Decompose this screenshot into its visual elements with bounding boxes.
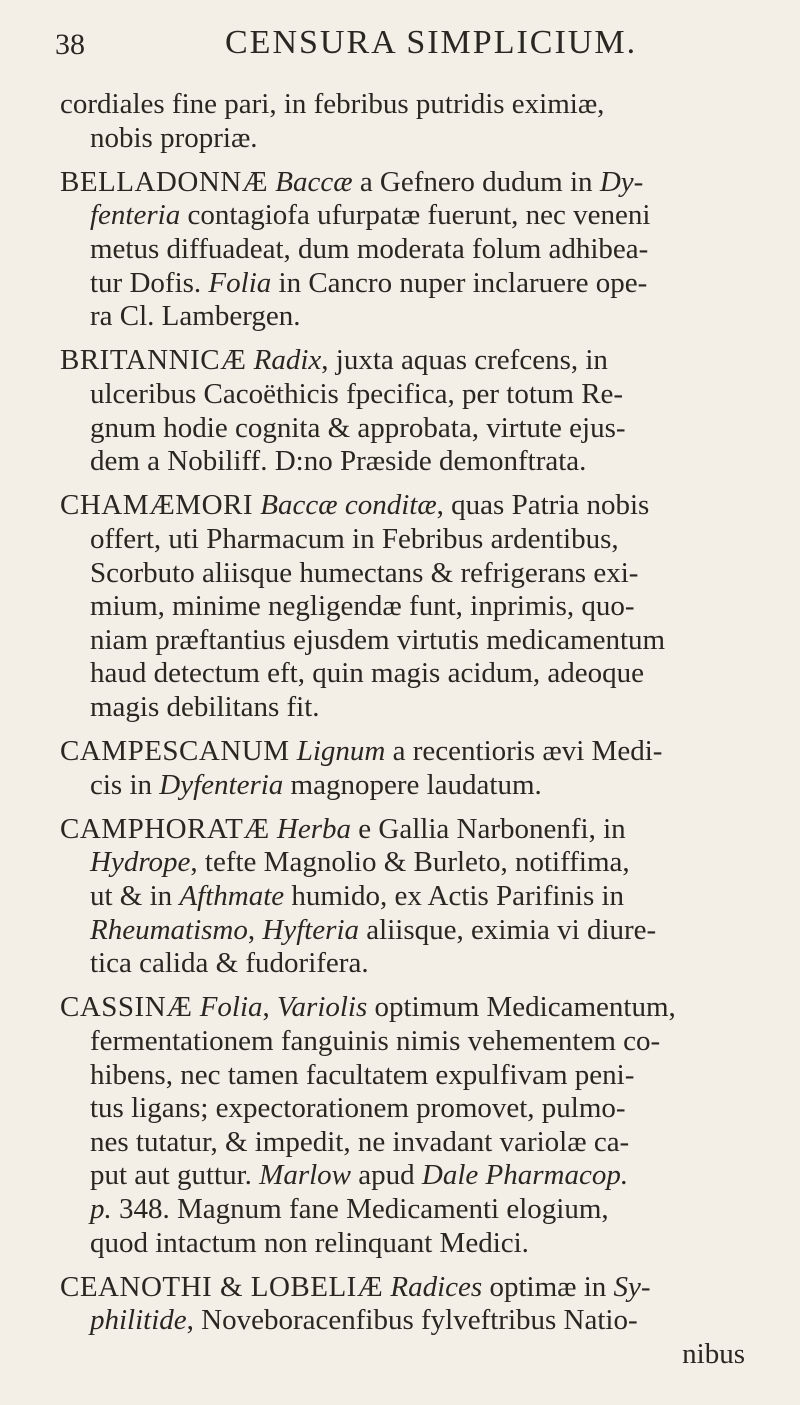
text-run: a Gefnero dudum in [352, 165, 600, 198]
italic-text: Dale Pharmacop. [421, 1159, 629, 1192]
text-run: ut & in [90, 880, 180, 913]
italic-text: Baccæ [275, 165, 353, 198]
text-run: a recentioris ævi Medi- [385, 735, 663, 768]
text-run: , quas Patria nobis [436, 489, 650, 522]
text-line [60, 445, 745, 479]
text-run: , [262, 991, 278, 1024]
text-run: quod intactum non relinquant Medici. [90, 1226, 529, 1259]
italic-text: Radix [253, 344, 322, 377]
italic-text: Sy- [613, 1270, 651, 1303]
text-line [60, 1126, 745, 1160]
text-line [60, 489, 745, 523]
text-run: ulceribus Cacoëthicis fpecifica, per totum Re- [90, 377, 624, 410]
text-line [60, 991, 745, 1025]
text-run: nobis propriæ. [90, 121, 258, 154]
italic-text: Lignum [296, 735, 386, 768]
entry-term: BELLADONNÆ [60, 165, 268, 198]
text-run: contagiofa ufurpatæ fuerunt, nec veneni [180, 199, 651, 232]
entry-term: CHAMÆMORI [60, 489, 254, 522]
text-run: niam præftantius ejusdem virtutis medicamentum [90, 623, 666, 656]
text-line [60, 344, 745, 378]
text-run: ra Cl. Lambergen. [90, 300, 301, 333]
glossary-entry [60, 813, 745, 981]
text-line [60, 1059, 745, 1093]
text-line [60, 880, 745, 914]
text-line [60, 88, 745, 122]
italic-text: Baccæ conditæ [260, 489, 437, 522]
text-line [60, 947, 745, 981]
italic-text: p. [90, 1192, 112, 1225]
text-line [60, 735, 745, 769]
text-run [192, 991, 199, 1023]
text-run: optimæ in [482, 1270, 614, 1303]
text-run: nibus [682, 1337, 745, 1370]
text-run: magis debilitans fit. [90, 690, 320, 723]
italic-text: philitide [90, 1304, 187, 1337]
text-run [290, 735, 297, 767]
text-line [60, 122, 745, 156]
text-line [60, 1159, 745, 1193]
italic-text: fenteria [90, 199, 181, 232]
text-run [270, 813, 277, 845]
glossary-entry [60, 344, 745, 478]
glossary-entry [60, 489, 745, 724]
text-run: offert, uti Pharmacum in Febribus ardentibus, [90, 522, 619, 555]
text-line [60, 557, 745, 591]
glossary-entry [60, 166, 745, 334]
text-run: tur Dofis. [90, 266, 209, 299]
text-line [60, 769, 745, 803]
body-text [60, 88, 745, 1382]
italic-text: Variolis [277, 991, 368, 1024]
text-line [60, 300, 745, 334]
glossary-entry [60, 1271, 745, 1372]
text-line [60, 1304, 745, 1338]
running-title: CENSURA SIMPLICIUM. [225, 24, 638, 61]
text-line [60, 657, 745, 691]
text-line [60, 590, 745, 624]
text-run: magnopere laudatum. [283, 768, 542, 801]
text-line [60, 1338, 745, 1372]
italic-text: Rheumatismo [90, 913, 248, 946]
text-run: nes tutatur, & impedit, ne invadant variolæ ca- [90, 1125, 630, 1158]
text-line [60, 1271, 745, 1305]
entry-term: CASSINÆ [60, 991, 193, 1024]
text-line [60, 624, 745, 658]
text-line [60, 412, 745, 446]
text-run: metus diffuadeat, dum moderata folum adhibea- [90, 232, 649, 265]
text-run: put aut guttur. [90, 1159, 260, 1192]
text-run: , Noveboracenfibus fylveftribus Natio- [186, 1304, 638, 1337]
italic-text: Dyfenteria [159, 768, 284, 801]
text-run: tus ligans; expectorationem promovet, pulmo- [90, 1092, 626, 1125]
italic-text: Folia [199, 991, 263, 1024]
text-run: aliisque, eximia vi diure- [359, 913, 657, 946]
text-line [60, 378, 745, 412]
text-run: gnum hodie cognita & approbata, virtute ejus- [90, 411, 626, 444]
italic-text: Dy- [599, 165, 644, 198]
text-run: , [247, 913, 263, 946]
text-line [60, 914, 745, 948]
text-run: , juxta aquas crefcens, in [321, 344, 608, 377]
text-run [246, 344, 253, 376]
glossary-entry [60, 735, 745, 802]
text-run: cordiales fine pari, in febribus putridis eximiæ, [60, 88, 605, 120]
italic-text: Hydrope [90, 846, 191, 879]
text-run: fermentationem fanguinis nimis vehementem co- [90, 1025, 661, 1057]
text-line [60, 267, 745, 301]
text-line [60, 846, 745, 880]
text-line [60, 1025, 745, 1059]
italic-text: Marlow [259, 1159, 352, 1192]
text-run: , tefte Magnolio & Burleto, notiffima, [190, 846, 630, 879]
text-run: mium, minime negligendæ funt, inprimis, quo- [90, 590, 635, 623]
text-run: e Gallia Narbonenfi, in [351, 812, 626, 845]
italic-text: Radices [390, 1270, 483, 1303]
italic-text: Afthmate [179, 880, 285, 913]
text-line [60, 199, 745, 233]
text-run: dem a Nobiliff. D:no Præside demonftrata. [90, 445, 587, 478]
glossary-entry [60, 88, 745, 155]
text-line [60, 233, 745, 267]
text-run: humido, ex Actis Parifinis in [284, 880, 625, 913]
text-run: in Cancro nuper inclaruere ope- [271, 266, 648, 299]
text-run: Scorbuto aliisque humectans & refrigerans exi- [90, 556, 639, 589]
glossary-entry [60, 991, 745, 1260]
text-run: hibens, nec tamen facultatem expulfivam peni- [90, 1058, 635, 1091]
text-run: apud [351, 1159, 422, 1192]
text-run: haud detectum eft, quin magis acidum, adeoque [90, 657, 645, 690]
text-run: tica calida & fudorifera. [90, 947, 369, 980]
text-line [60, 813, 745, 847]
page-header [55, 22, 705, 72]
entry-term: BRITANNICÆ [60, 344, 247, 377]
italic-text: Herba [276, 812, 352, 845]
text-line [60, 1227, 745, 1261]
entry-term: CAMPESCANUM [60, 735, 290, 768]
entry-term: CAMPHORATÆ [60, 812, 270, 845]
italic-text: Folia [208, 266, 272, 299]
italic-text: Hyfteria [262, 913, 360, 946]
entry-term: CEANOTHI & LOBELIÆ [60, 1270, 384, 1303]
text-run: optimum Medicamentum, [367, 991, 676, 1024]
text-line [60, 1092, 745, 1126]
text-run: cis in [90, 768, 160, 801]
text-line [60, 523, 745, 557]
text-line [60, 691, 745, 725]
text-line [60, 166, 745, 200]
text-run: 348. Magnum fane Medicamenti elogium, [111, 1192, 609, 1225]
page-number: 38 [55, 28, 85, 61]
text-line [60, 1193, 745, 1227]
